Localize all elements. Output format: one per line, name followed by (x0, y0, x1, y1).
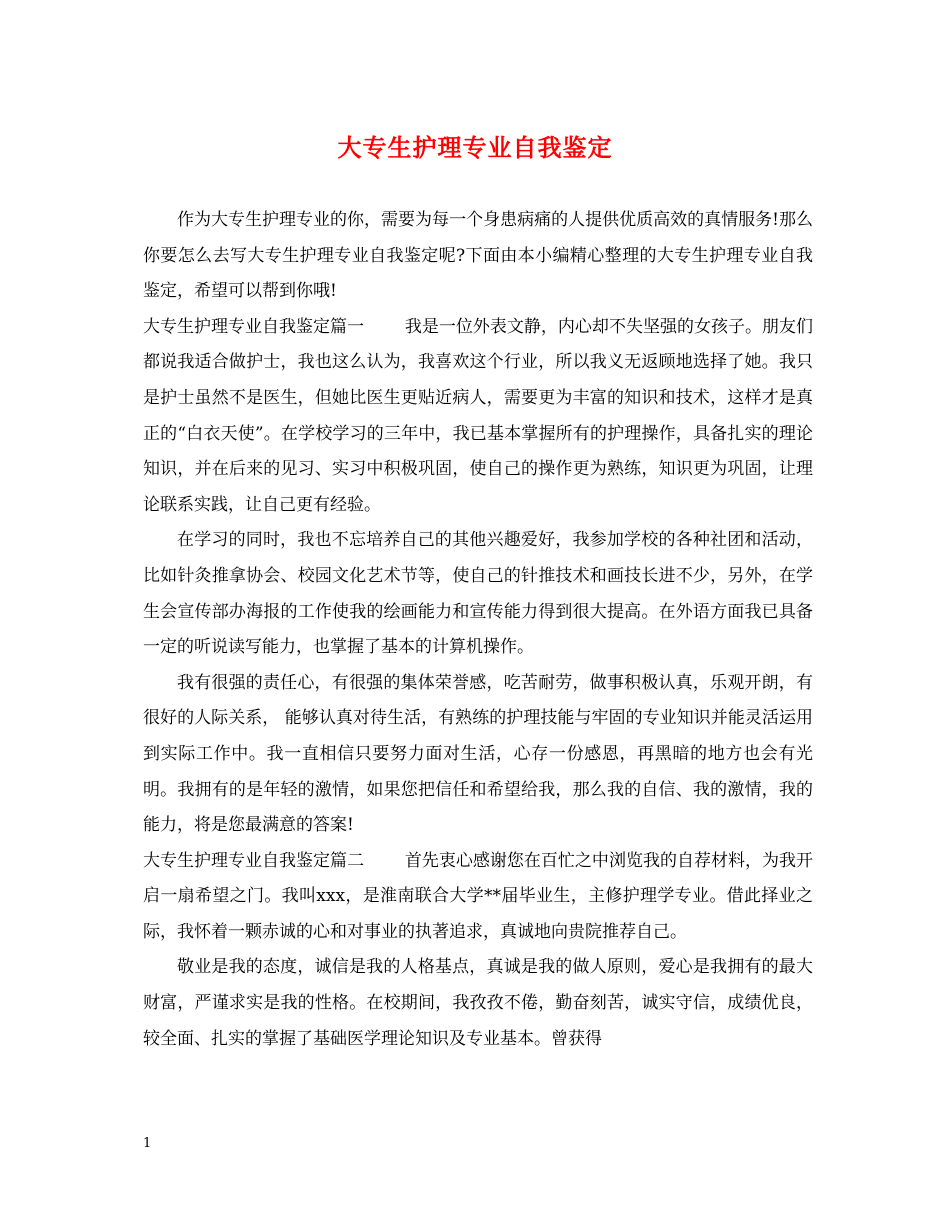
paragraph-attitude (143, 950, 813, 1057)
paragraph-character (143, 666, 813, 844)
paragraph-text: 敬业是我的态度，诚信是我的人格基点，真诚是我的做人原则，爱心是我拥有的最大财富，严谨求实是我的性格。在校期间，我孜孜不倦，勤奋刻苦，诚实守信，成绩优良，较全面、扎实的掌握了基础医学理论知识及专业基本。曾获得 (143, 957, 813, 1049)
paragraph-text: 首先衷心感谢您在百忙之中浏览我的自荐材料，为我开启一扇希望之门。我叫xxx，是淮南联合大学**届毕业生，主修护理学专业。借此择业之际，我怀着一颗赤诚的心和对事业的执著追求，真诚地向贵院推荐自己。 (143, 850, 814, 942)
paragraph-intro (143, 203, 813, 310)
paragraph-hobbies (143, 523, 813, 665)
paragraph-text: 我是一位外表文静，内心却不失坚强的女孩子。朋友们都说我适合做护士，我也这么认为，我喜欢这个行业，所以我义无返顾地选择了她。我只是护士虽然不是医生，但她比医生更贴近病人，需要更为丰富的知识和技术，这样才是真正的“白衣天使”。在学校学习的三年中，我已基本掌握所有的护理操作，具备扎实的理论知识，并在后来的见习、实习中积极巩固，使自己的操作更为熟练，知识更为巩固，让理论联系实践，让自己更有经验。 (143, 316, 814, 515)
paragraph-section-one (143, 310, 813, 524)
paragraph-text: 我有很强的责任心，有很强的集体荣誉感，吃苦耐劳，做事积极认真，乐观开朗，有很好的人际关系， 能够认真对待生活，有熟练的护理技能与牢固的专业知识并能灵活运用到实际工作中。我一直相信只要努力面对生活，心存一份感恩，再黑暗的地方也会有光明。我拥有的是年轻的激情，如果您把信任和希望给我，那么我的自信、我的激情，我的能力，将是您最满意的答案! (143, 672, 813, 836)
paragraph-section-two (143, 844, 813, 951)
section-heading-one: 大专生护理专业自我鉴定篇一 (143, 316, 365, 337)
paragraph-text: 在学习的同时，我也不忘培养自己的其他兴趣爱好，我参加学校的各种社团和活动，比如针灸推拿协会、校园文化艺术节等，使自己的针推技术和画技长进不少，另外，在学生会宣传部办海报的工作使我的绘画能力和宣传能力得到很大提高。在外语方面我已具备一定的听说读写能力，也掌握了基本的计算机操作。 (143, 530, 813, 658)
document-body (143, 203, 813, 1057)
paragraph-text: 作为大专生护理专业的你，需要为每一个身患病痛的人提供优质高效的真情服务!那么你要怎么去写大专生护理专业自我鉴定呢?下面由本小编精心整理的大专生护理专业自我鉴定，希望可以帮到你哦! (143, 210, 813, 302)
document-title: 大专生护理专业自我鉴定 (337, 133, 613, 162)
page-number: 1 (143, 1136, 152, 1151)
section-heading-two: 大专生护理专业自我鉴定篇二 (143, 850, 365, 871)
